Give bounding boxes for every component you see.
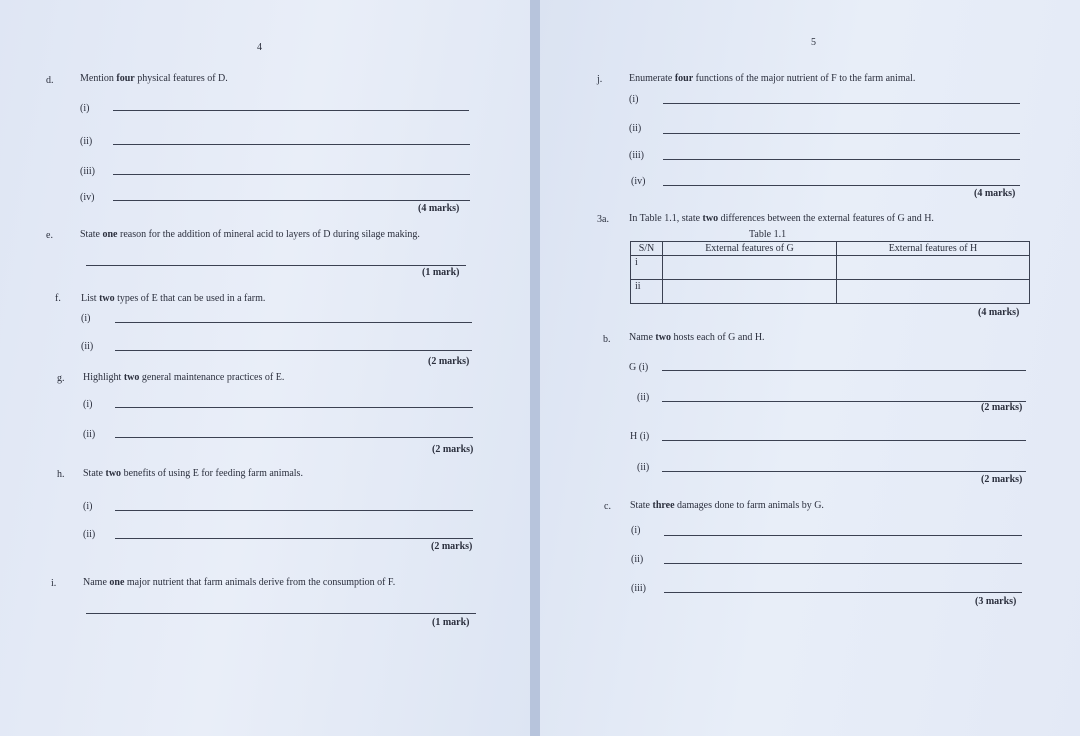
- question-letter-e: e.: [46, 230, 53, 241]
- answer-label: G (i): [629, 362, 649, 373]
- question-letter-j: j.: [597, 74, 603, 85]
- answer-label: H (i): [630, 431, 650, 442]
- table-1-1: [630, 241, 1030, 304]
- question-c-text: State three damages done to farm animals by G.: [630, 500, 824, 511]
- answer-label: (ii): [631, 554, 644, 565]
- answer-label: (ii): [80, 136, 93, 147]
- answer-line[interactable]: [86, 265, 466, 266]
- answer-label: (i): [80, 103, 90, 114]
- answer-label: (iii): [631, 583, 646, 594]
- answer-line[interactable]: [662, 401, 1026, 402]
- answer-line[interactable]: [664, 535, 1022, 536]
- question-d-text: Mention four physical features of D.: [80, 73, 228, 84]
- page-number: 5: [811, 37, 816, 48]
- answer-label: (ii): [637, 462, 650, 473]
- exam-page-5: [540, 0, 1080, 736]
- answer-label: (iv): [80, 192, 95, 203]
- question-f-text: List two types of E that can be used in a farm.: [81, 293, 266, 304]
- answer-line[interactable]: [663, 185, 1020, 186]
- question-letter-b: b.: [603, 334, 611, 345]
- table-header: External features of G: [663, 242, 837, 256]
- marks-label: (1 mark): [422, 267, 460, 278]
- answer-label: (iii): [629, 150, 644, 161]
- answer-label: (iv): [631, 176, 646, 187]
- table-answer-cell[interactable]: [837, 256, 1030, 280]
- table-caption: Table 1.1: [749, 229, 787, 240]
- question-3a-text: In Table 1.1, state two differences between the external features of G and H.: [629, 213, 934, 224]
- table-header: S/N: [631, 242, 663, 256]
- answer-line[interactable]: [663, 133, 1020, 134]
- question-letter-g: g.: [57, 373, 65, 384]
- answer-line[interactable]: [115, 350, 472, 351]
- table-cell: ii: [631, 280, 663, 304]
- answer-line[interactable]: [115, 437, 473, 438]
- question-i-text: Name one major nutrient that farm animals derive from the consumption of F.: [83, 577, 396, 588]
- answer-label: (i): [629, 94, 639, 105]
- marks-label: (3 marks): [975, 596, 1017, 607]
- exam-page-4: [0, 0, 532, 736]
- table-cell: i: [631, 256, 663, 280]
- question-e-text: State one reason for the addition of mineral acid to layers of D during silage making.: [80, 229, 420, 240]
- answer-line[interactable]: [664, 592, 1022, 593]
- page-number: 4: [257, 42, 262, 53]
- marks-label: (4 marks): [974, 188, 1016, 199]
- table-answer-cell[interactable]: [663, 256, 837, 280]
- question-g-text: Highlight two general maintenance practices of E.: [83, 372, 285, 383]
- answer-line[interactable]: [86, 613, 476, 614]
- answer-line[interactable]: [113, 110, 469, 111]
- marks-label: (4 marks): [418, 203, 460, 214]
- answer-line[interactable]: [113, 200, 470, 201]
- question-letter-d: d.: [46, 75, 54, 86]
- answer-line[interactable]: [662, 471, 1026, 472]
- marks-label: (2 marks): [428, 356, 470, 367]
- answer-line[interactable]: [113, 174, 470, 175]
- marks-label: (2 marks): [981, 402, 1023, 413]
- answer-line[interactable]: [663, 103, 1020, 104]
- question-h-text: State two benefits of using E for feeding farm animals.: [83, 468, 303, 479]
- answer-label: (ii): [81, 341, 94, 352]
- answer-line[interactable]: [663, 159, 1020, 160]
- question-b-text: Name two hosts each of G and H.: [629, 332, 765, 343]
- answer-label: (i): [81, 313, 91, 324]
- answer-line[interactable]: [115, 538, 473, 539]
- answer-line[interactable]: [662, 370, 1026, 371]
- answer-line[interactable]: [115, 322, 472, 323]
- question-letter-f: f.: [55, 293, 61, 304]
- answer-line[interactable]: [115, 407, 473, 408]
- answer-line[interactable]: [115, 510, 473, 511]
- answer-label: (ii): [629, 123, 642, 134]
- question-letter-h: h.: [57, 469, 65, 480]
- answer-label: (ii): [637, 392, 650, 403]
- answer-label: (iii): [80, 166, 95, 177]
- answer-label: (i): [631, 525, 641, 536]
- table-answer-cell[interactable]: [663, 280, 837, 304]
- question-letter-i: i.: [51, 578, 57, 589]
- answer-label: (ii): [83, 529, 96, 540]
- answer-label: (i): [83, 501, 93, 512]
- table-header: External features of H: [837, 242, 1030, 256]
- answer-line[interactable]: [664, 563, 1022, 564]
- marks-label: (2 marks): [981, 474, 1023, 485]
- table-answer-cell[interactable]: [837, 280, 1030, 304]
- answer-label: (i): [83, 399, 93, 410]
- marks-label: (2 marks): [431, 541, 473, 552]
- answer-line[interactable]: [662, 440, 1026, 441]
- marks-label: (2 marks): [432, 444, 474, 455]
- question-letter-c: c.: [604, 501, 611, 512]
- question-j-text: Enumerate four functions of the major nutrient of F to the farm animal.: [629, 73, 916, 84]
- marks-label: (1 mark): [432, 617, 470, 628]
- question-number-3a: 3a.: [597, 214, 609, 225]
- answer-label: (ii): [83, 429, 96, 440]
- marks-label: (4 marks): [978, 307, 1020, 318]
- answer-line[interactable]: [113, 144, 470, 145]
